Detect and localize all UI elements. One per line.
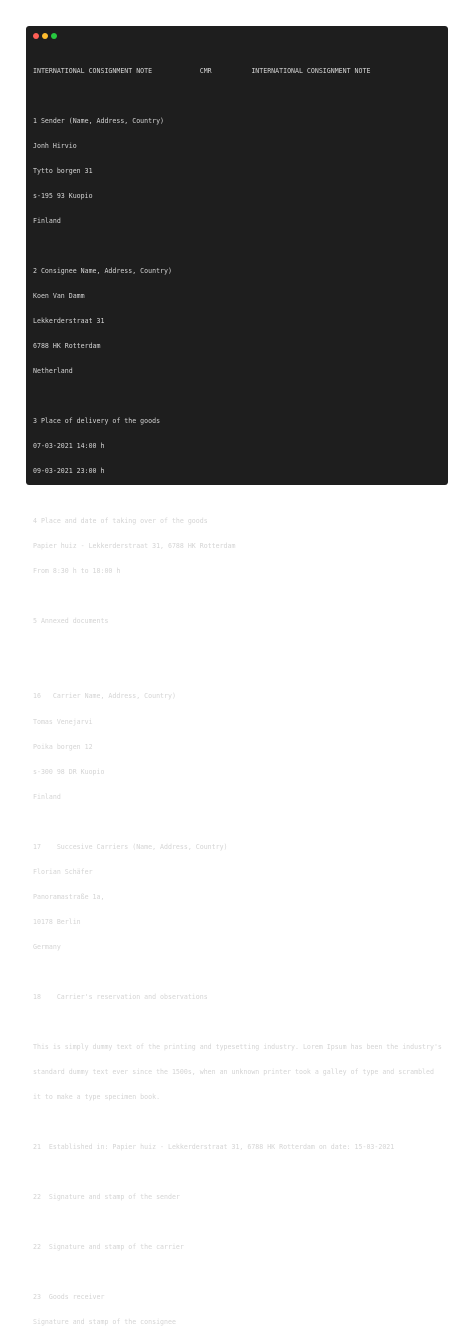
established-in: 21 Established in: Papier huiz - Lekkerderstraat 31, 6788 HK Rotterdam on date: 15-03-2021 (33, 1143, 395, 1152)
sender-line: Jonh Hirvio (33, 141, 77, 150)
carrier-line: Finland (33, 792, 61, 801)
goods-receiver-title: 23 Goods receiver (33, 1293, 105, 1302)
sender-title: 1 Sender (Name, Address, Country) (33, 116, 165, 125)
carrier-line: Tomas Venejarvi (33, 717, 93, 726)
reservations-text: This is simply dummy text of the printing and typesetting industry. Lorem Ipsum has been the industry's (33, 1042, 442, 1051)
successive-carrier-line: Panoramastraße 1a, (33, 892, 105, 901)
carrier-title: 16 Carrier Name, Address, Country) (33, 692, 176, 701)
consignment-note-text (33, 50, 442, 1343)
consignee-line: 6788 HK Rotterdam (33, 342, 101, 351)
annexed-documents-title: 5 Annexed documents (33, 617, 109, 626)
reservations-text: standard dummy text ever since the 1500s, when an unknown printer took a galley of type and scrambled (33, 1067, 434, 1076)
successive-carrier-line: 10178 Berlin (33, 917, 81, 926)
document-header: INTERNATIONAL CONSIGNMENT NOTE CMR INTERNATIONAL CONSIGNMENT NOTE (33, 66, 371, 75)
carrier-signature: 22 Signature and stamp of the carrier (33, 1243, 184, 1252)
successive-carriers-title: 17 Succesive Carriers (Name, Address, Country) (33, 842, 228, 851)
close-button[interactable] (33, 33, 39, 39)
terminal-window (26, 26, 448, 1327)
successive-carrier-line: Germany (33, 942, 61, 951)
maximize-button[interactable] (51, 33, 57, 39)
delivery-place-title: 3 Place of delivery of the goods (33, 417, 161, 426)
consignee-signature: Signature and stamp of the consignee (33, 1318, 176, 1327)
reservations-text: it to make a type specimen book. (33, 1092, 161, 1101)
sender-line: Tytto borgen 31 (33, 166, 93, 175)
sender-signature: 22 Signature and stamp of the sender (33, 1193, 180, 1202)
consignee-line: Koen Van Damm (33, 291, 85, 300)
reservations-title: 18 Carrier's reservation and observations (33, 992, 208, 1001)
takeover-line: Papier huiz - Lekkerderstraat 31, 6788 HK Rotterdam (33, 542, 236, 551)
sender-line: s-195 93 Kuopio (33, 191, 93, 200)
sender-line: Finland (33, 216, 61, 225)
carrier-line: s-300 98 DR Kuopio (33, 767, 105, 776)
carrier-line: Poika borgen 12 (33, 742, 93, 751)
minimize-button[interactable] (42, 33, 48, 39)
successive-carrier-line: Florian Schäfer (33, 867, 93, 876)
window-controls (33, 33, 57, 39)
consignee-title: 2 Consignee Name, Address, Country) (33, 266, 172, 275)
delivery-line: 07-03-2021 14:00 h (33, 442, 105, 451)
delivery-line: 09-03-2021 23:00 h (33, 467, 105, 476)
consignee-line: Lekkerderstraat 31 (33, 317, 105, 325)
takeover-title: 4 Place and date of taking over of the goods (33, 517, 208, 526)
takeover-line: From 8:30 h to 18:00 h (33, 567, 121, 576)
consignee-line: Netherland (33, 367, 73, 376)
